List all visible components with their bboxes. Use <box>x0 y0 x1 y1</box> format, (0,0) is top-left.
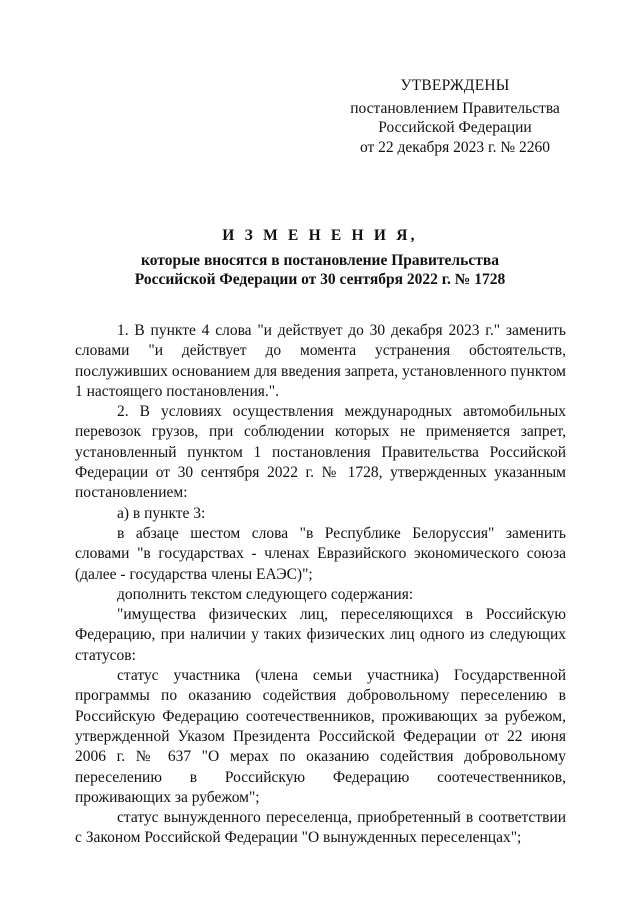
document-body <box>75 321 566 849</box>
approval-line-1: постановлением Правительства <box>350 99 560 117</box>
approval-stamp <box>330 76 580 157</box>
paragraph-item-1: 1. В пункте 4 слова "и действует до 30 декабря 2023 г." заменить словами "и действует до момента устранения обстоятельств, послуживших основанием для введения запрета, установленного пунктом 1 настоящего постановления.". <box>75 322 566 400</box>
paragraph-supplement-intro: дополнить текстом следующего содержания: <box>117 585 414 603</box>
paragraph-subitem-a: а) в пункте 3: <box>117 504 206 522</box>
document-title <box>70 226 570 290</box>
approval-line-3: от 22 декабря 2023 г. № 2260 <box>359 138 551 156</box>
paragraph-status-program-participant: статус участника (члена семьи участника) Государственной программы по оказанию содействия добровольному переселению в Российскую Федерацию соотечественников, проживающих за рубежом, утвержденной Указом Президента Российской Федерации от 22 июня 2006 г. № 637 "О мерах по оказанию содействия добровольному переселению в Российскую Федерацию соотечественников, проживающих за рубежом"; <box>75 667 566 806</box>
paragraph-status-forced-migrant: статус вынужденного переселенца, приобретенный в соответствии с Законом Российской Федерации "О вынужденных переселенцах"; <box>75 809 566 847</box>
title-line-2: Российской Федерации от 30 сентября 2022 г. № 1728 <box>134 271 506 288</box>
paragraph-amend-abzac-6: в абзаце шестом слова "в Республике Белоруссия" заменить словами "в государствах - членах Евразийского экономического союза (далее - государства члены ЕАЭС)"; <box>75 524 566 583</box>
approval-heading: УТВЕРЖДЕНЫ <box>400 77 510 94</box>
title-caps: И З М Е Н Е Н И Я, <box>222 227 418 244</box>
approval-line-2: Российской Федерации <box>378 119 532 136</box>
paragraph-property-statuses: "имущества физических лиц, переселяющихся в Российскую Федерацию, при наличии у таких физических лиц одного из следующих статусов: <box>75 606 566 664</box>
paragraph-item-2: 2. В условиях осуществления международных автомобильных перевозок грузов, при соблюдении которых не применяется запрет, установленный пунктом 1 постановления Правительства Российской Федерации от 30 сентября 2022 г. № 1728, утвержденных указанным постановлением: <box>75 403 566 502</box>
title-line-1: которые вносятся в постановление Правительства <box>141 251 499 269</box>
